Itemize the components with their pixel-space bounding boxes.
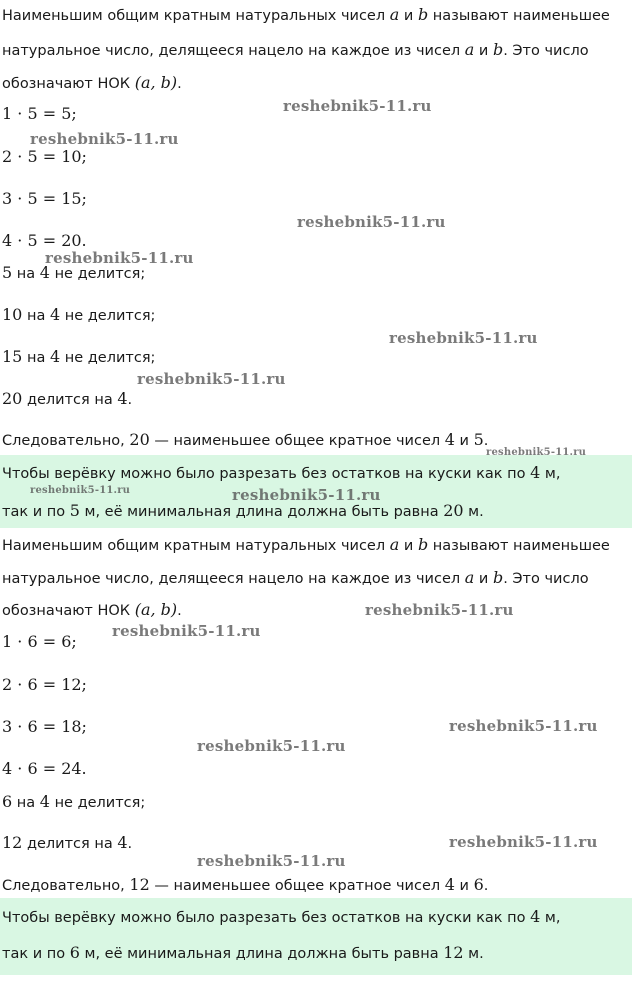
watermark: reshebnik5-11.ru	[365, 601, 514, 619]
watermark: reshebnik5-11.ru	[45, 249, 194, 267]
multiple-step: 2 · 6 = 12;	[2, 675, 87, 694]
watermark: reshebnik5-11.ru	[297, 213, 446, 231]
divisibility-check: 12 делится на 4.	[2, 833, 133, 852]
watermark: reshebnik5-11.ru	[486, 447, 587, 458]
answer-line-1: Чтобы верёвку можно было разрезать без остатков на куски как по 4 м,	[2, 907, 561, 926]
multiple-step: 2 · 5 = 10;	[2, 147, 87, 166]
conclusion: Следовательно, 12 — наименьшее общее кратное чисел 4 и 6.	[2, 875, 489, 894]
watermark: reshebnik5-11.ru	[112, 622, 261, 640]
answer-box	[0, 898, 632, 975]
answer-line-2: так и по 5 м, её минимальная длина должна быть равна 20 м.	[2, 501, 484, 520]
answer-line-2: так и по 6 м, её минимальная длина должна быть равна 12 м.	[2, 943, 484, 962]
watermark: reshebnik5-11.ru	[449, 833, 598, 851]
multiple-step: 1 · 6 = 6;	[2, 632, 77, 651]
conclusion: Следовательно, 20 — наименьшее общее кратное чисел 4 и 5.	[2, 430, 489, 449]
definition-line-3: обозначают НОК (a, b).	[2, 600, 182, 619]
watermark: reshebnik5-11.ru	[197, 737, 346, 755]
divisibility-check: 5 на 4 не делится;	[2, 263, 146, 282]
definition-line-1: Наименьшим общим кратным натуральных чисел a и b называют наименьшее	[2, 535, 610, 554]
multiple-step: 3 · 6 = 18;	[2, 717, 87, 736]
multiple-step: 4 · 6 = 24.	[2, 759, 87, 778]
definition-line-2: натуральное число, делящееся нацело на каждое из чисел a и b. Это число	[2, 40, 589, 59]
watermark: reshebnik5-11.ru	[283, 97, 432, 115]
watermark: reshebnik5-11.ru	[232, 486, 381, 504]
divisibility-check: 6 на 4 не делится;	[2, 792, 146, 811]
definition-line-1: Наименьшим общим кратным натуральных чисел a и b называют наименьшее	[2, 5, 610, 24]
multiple-step: 3 · 5 = 15;	[2, 189, 87, 208]
answer-line-1: Чтобы верёвку можно было разрезать без остатков на куски как по 4 м,	[2, 463, 561, 482]
divisibility-check: 15 на 4 не делится;	[2, 347, 156, 366]
watermark: reshebnik5-11.ru	[389, 329, 538, 347]
definition-line-3: обозначают НОК (a, b).	[2, 73, 182, 92]
watermark: reshebnik5-11.ru	[197, 852, 346, 870]
watermark: reshebnik5-11.ru	[137, 370, 286, 388]
watermark: reshebnik5-11.ru	[30, 130, 179, 148]
watermark: reshebnik5-11.ru	[30, 485, 131, 496]
watermark: reshebnik5-11.ru	[449, 717, 598, 735]
divisibility-check: 20 делится на 4.	[2, 389, 133, 408]
multiple-step: 4 · 5 = 20.	[2, 231, 87, 250]
multiple-step: 1 · 5 = 5;	[2, 104, 77, 123]
definition-line-2: натуральное число, делящееся нацело на каждое из чисел a и b. Это число	[2, 568, 589, 587]
divisibility-check: 10 на 4 не делится;	[2, 305, 156, 324]
